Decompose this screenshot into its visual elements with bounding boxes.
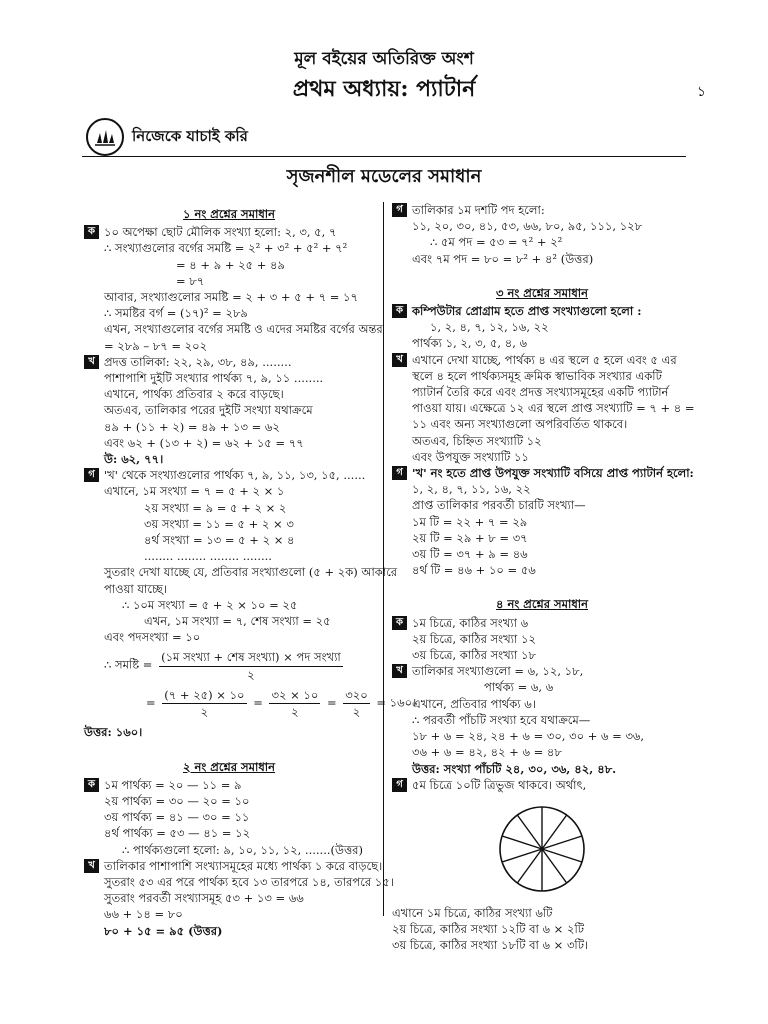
text-line: এখন, ১ম সংখ্যা = ৭, শেষ সংখ্যা = ২৫	[144, 614, 331, 629]
sol1-part-ka	[84, 224, 383, 354]
text-line: পাওয়া যাচ্ছে।	[104, 581, 167, 596]
text-line: এবং ৬২ + (১৩ + ২) = ৬২ + ১৫ = ৭৭	[104, 435, 304, 450]
part-badge: খ	[392, 353, 407, 367]
text-line: অতএব, তালিকার পরের দুইটি সংখ্যা যথাক্রমে	[104, 403, 313, 418]
text-line: ৪৯ + (১১ + ২) = ৪৯ + ১৩ = ৬২	[104, 419, 280, 434]
section-title: সৃজনশীল মডেলের সমাধান	[286, 166, 482, 187]
part-badge: ক	[392, 304, 407, 318]
part-badge: খ	[84, 859, 99, 873]
chapter-title: প্রথম অধ্যায়: প্যাটার্ন	[292, 76, 476, 102]
equals-sign: =	[326, 695, 337, 710]
text-line: প্রাপ্ত তালিকার পরবর্তী চারটি সংখ্যা—	[412, 498, 586, 513]
text-line: এখন, সংখ্যাগুলোর বর্গের সমষ্টি ও এদের সমষ্টির বর্গের অন্তর	[104, 322, 383, 337]
sol1-part-kha	[84, 354, 374, 467]
text-line: প্রদত্ত তালিকা: ২২, ২৯, ৩৮, ৪৯, ........	[104, 354, 292, 369]
text-line: ১১, ২০, ৩০, ৪১, ৫৩, ৬৬, ৮০, ৯৫, ১১১, ১২৮	[412, 219, 643, 234]
text-line: এখানে দেখা যাচ্ছে, পার্থক্য ৪ এর স্থলে ৫ হলে এবং ৫ এর	[412, 352, 677, 367]
sol4-part-ka	[392, 615, 692, 664]
text-line: ৩য় চিত্রে, কাঠির সংখ্যা ১৮	[412, 648, 536, 663]
fraction-numerator: ৩২ × ১০	[269, 687, 320, 704]
text-line: = ৪ + ৯ + ২৫ + ৪৯	[176, 257, 285, 272]
text-line: পাওয়া যায়। এক্ষেত্রে ১২ এর স্থলে প্রাপ্ত সংখ্যাটি = ৭ + ৪ =	[412, 401, 695, 416]
calc-result: = ১৬০।	[376, 695, 417, 710]
text-line: ৪র্থ টি = ৪৬ + ১০ = ৫৬	[412, 563, 536, 578]
fraction-numerator: ৩২০	[343, 687, 369, 704]
text-line: ২য় চিত্রে, কাঠির সংখ্যা ১২	[412, 631, 536, 646]
text-line: ৩য় চিত্রে, কাঠির সংখ্যা ১৮টি বা ৬ × ৩টি।	[392, 938, 589, 953]
text-line: ∴ ৫ম পদ = ৫৩ = ৭² + ২²	[430, 235, 563, 250]
text-line: প্যাটার্ন তৈরি করে এবং প্রদত্ত সংখ্যাসমূহের একটি প্যাটার্ন	[412, 385, 669, 400]
sum-calculation	[84, 687, 417, 720]
text-line: পাশাপাশি দুইটি সংখ্যার পার্থক্য ৭, ৯, ১১ ........	[104, 371, 324, 386]
part-badge: ক	[84, 225, 99, 239]
sol2-part-kha	[84, 858, 394, 939]
ten-triangles-wheel-icon	[492, 799, 592, 899]
text-line: ১, ২, ৪, ৭, ১১, ১৬, ২২	[412, 482, 531, 497]
text-line: পার্থক্য = ৬, ৬	[484, 680, 554, 695]
text-line: তালিকার সংখ্যাগুলো = ৬, ১২, ১৮,	[412, 664, 584, 679]
sol4-part-kha	[392, 663, 692, 776]
equals-sign: =	[146, 695, 156, 710]
text-line: তালিকার ১ম দশটি পদ হলো:	[412, 203, 545, 217]
text-line: সুতরাং ৫৩ এর পরে পার্থক্য হবে ১৩ তারপরে ১৪, তারপরে ১৫।	[104, 874, 394, 889]
sol3-part-ka	[392, 303, 692, 352]
text-line: ........ ........ ........ ........	[144, 549, 272, 564]
self-check-row	[86, 118, 248, 156]
sol4-ga-explanation	[392, 905, 692, 954]
solution-3-title: ৩ নং প্রশ্নের সমাধান	[495, 285, 589, 300]
text-line: ∴ পার্থক্যগুলো হলো: ৯, ১০, ১১, ১২, .......(উত্তর)	[122, 842, 363, 857]
text-line: কম্পিউটার প্রোগ্রাম হতে প্রাপ্ত সংখ্যাগুলো হলো :	[412, 304, 642, 319]
part-badge: গ	[392, 203, 407, 217]
part-badge: খ	[392, 664, 407, 678]
text-line: ২য় টি = ২৯ + ৮ = ৩৭	[412, 530, 528, 545]
text-line: 'খ' থেকে সংখ্যাগুলোর পার্থক্য ৭, ৯, ১১, ১৩, ১৫, ......	[104, 468, 366, 483]
text-line: ৩য় টি = ৩৭ + ৯ = ৪৬	[412, 547, 528, 562]
text-line: অতএব, চিহ্নিত সংখ্যাটি ১২	[412, 433, 542, 448]
text-line: ১ম পার্থক্য = ২০ — ১১ = ৯	[104, 777, 242, 792]
text-line: ১ম টি = ২২ + ৭ = ২৯	[412, 514, 528, 529]
text-line: ১০ অপেক্ষা ছোট মৌলিক সংখ্যা হলো: ২, ৩, ৫, ৭	[104, 225, 337, 240]
text-line: ২য় সংখ্যা = ৯ = ৫ + ২ × ২	[144, 500, 287, 515]
left-column	[84, 202, 417, 939]
answer-line: উত্তর: সংখ্যা পাঁচটি ২৪, ৩০, ৩৬, ৪২, ৪৮.	[412, 761, 617, 776]
text-line: ∴ সংখ্যাগুলোর বর্গের সমষ্টি = ২² + ৩² + ৫² + ৭²	[104, 241, 348, 256]
text-line: ১৮ + ৬ = ২৪, ২৪ + ৬ = ৩০, ৩০ + ৬ = ৩৬,	[412, 729, 645, 744]
text-line: ৩য় সংখ্যা = ১১ = ৫ + ২ × ৩	[144, 516, 294, 531]
text-line: ৩য় পার্থক্য = ৪১ — ৩০ = ১১	[104, 810, 250, 825]
fraction-denominator: ২	[200, 705, 209, 720]
sum-fraction	[159, 649, 343, 682]
sol4-part-ga	[392, 777, 692, 793]
calc-fraction	[343, 687, 369, 720]
answer-line: ৮০ + ১৫ = ৯৫ (উত্তর)	[104, 923, 223, 938]
text-line: ১১ এবং অন্য সংখ্যাগুলো অপরিবর্তিত থাকবে।	[412, 417, 628, 432]
text-line: এখানে ১ম চিত্রে, কাঠির সংখ্যা ৬টি	[392, 905, 553, 920]
text-line: ৩৬ + ৬ = ৪২, ৪২ + ৬ = ৪৮	[412, 745, 562, 760]
book-subtitle: মূল বইয়ের অতিরিক্ত অংশ	[294, 49, 474, 69]
answer-line: উ: ৬২, ৭৭।	[104, 452, 164, 467]
fraction-numerator: (১ম সংখ্যা + শেষ সংখ্যা) × পদ সংখ্যা	[159, 649, 343, 666]
text-line: ১, ২, ৪, ৭, ১২, ১৬, ২২	[430, 320, 549, 335]
text-line: এখানে, ১ম সংখ্যা = ৭ = ৫ + ২ × ১	[104, 484, 285, 499]
text-line: এবং ৭ম পদ = ৮০ = ৮² + ৪² (উত্তর)	[412, 251, 594, 266]
text-line: এখানে, প্রতিবার পার্থক্য ৬।	[412, 696, 536, 711]
text-line: সুতরাং পরবর্তী সংখ্যাসমূহ ৫৩ + ১৩ = ৬৬	[104, 891, 304, 906]
text-line: পার্থক্য ১, ২, ৩, ৫, ৪, ৬	[412, 336, 527, 351]
solution-2-title: ২ নং প্রশ্নের সমাধান	[182, 759, 276, 774]
part-badge: গ	[392, 778, 407, 792]
sol3-part-kha	[392, 352, 695, 465]
solution-1-title: ১ নং প্রশ্নের সমাধান	[182, 207, 276, 221]
text-line: ∴ ১০ম সংখ্যা = ৫ + ২ × ১০ = ২৫	[122, 597, 298, 612]
text-line: তালিকার পাশাপাশি সংখ্যাসমূহের মধ্যে পার্থক্য ১ করে বাড়ছে।	[104, 858, 383, 873]
text-line: ১ম চিত্রে, কাঠির সংখ্যা ৬	[412, 615, 529, 630]
fraction-numerator: (৭ + ২৫) × ১০	[162, 687, 246, 704]
triangle-wheel-figure	[392, 799, 692, 899]
sol1-part-ga	[84, 467, 398, 645]
text-line: এবং পদসংখ্যা = ১০	[104, 630, 201, 645]
text-line: ∴ পরবর্তী পাঁচটি সংখ্যা হবে যথাক্রমে—	[412, 712, 591, 727]
text-line: এখানে, পার্থক্য প্রতিবার ২ করে বাড়ছে।	[104, 387, 284, 402]
text-line: ২য় চিত্রে, কাঠির সংখ্যা ১২টি বা ৬ × ২টি	[392, 922, 585, 937]
calc-fraction	[269, 687, 320, 720]
sol3-part-ga	[392, 465, 692, 578]
text-line: সুতরাং দেখা যাচ্ছে যে, প্রতিবার সংখ্যাগুলো (৫ + ২ক) আকারে	[104, 565, 398, 580]
header-rule	[82, 156, 686, 157]
part-badge: ক	[84, 778, 99, 792]
sum-label: ∴ সমষ্টি =	[104, 658, 153, 673]
text-line: আবার, সংখ্যাগুলোর সমষ্টি = ২ + ৩ + ৫ + ৭ = ১৭	[104, 290, 358, 305]
text-line: এবং উপযুক্ত সংখ্যাটি ১১	[412, 449, 529, 464]
text-line: ৪র্থ সংখ্যা = ১৩ = ৫ + ২ × ৪	[144, 533, 295, 548]
part-badge: খ	[84, 355, 99, 369]
equals-sign: =	[253, 695, 263, 710]
text-line: 'খ' নং হতে প্রাপ্ত উপযুক্ত সংখ্যাটি বসিয়ে প্রাপ্ত প্যাটার্ন হলো:	[412, 466, 694, 481]
part-badge: গ	[84, 468, 99, 482]
publisher-logo-icon	[86, 118, 124, 156]
fraction-denominator: ২	[291, 705, 299, 720]
self-check-label: নিজেকে যাচাই করি	[132, 126, 248, 145]
part-badge: গ	[392, 466, 407, 480]
sum-formula	[84, 649, 374, 682]
page-number: ১	[696, 84, 706, 100]
right-column	[392, 202, 695, 954]
sol2-part-ka	[84, 777, 374, 858]
solution-4-title: ৪ নং প্রশ্নের সমাধান	[495, 597, 589, 612]
part-badge: ক	[392, 616, 407, 630]
text-line: ৬৬ + ১৪ = ৮০	[104, 907, 183, 922]
sol2-part-ga	[392, 202, 692, 267]
fraction-denominator: ২	[352, 705, 361, 720]
text-line: = ৮৭	[176, 273, 205, 288]
answer-line: উত্তর: ১৬০।	[84, 725, 143, 740]
text-line: ২য় পার্থক্য = ৩০ — ২০ = ১০	[104, 793, 250, 808]
text-line: ৫ম চিত্রে ১০টি ত্রিভুজ থাকবে। অর্থাৎ,	[412, 777, 587, 792]
text-line: = ২৮৯ – ৮৭ = ২০২	[104, 338, 208, 353]
calc-fraction	[162, 687, 246, 720]
text-line: স্থলে ৪ হলে পার্থক্যসমূহ ক্রমিক স্বাভাবিক সংখ্যার একটি	[412, 368, 662, 383]
fraction-denominator: ২	[247, 667, 255, 682]
text-line: ∴ সমষ্টির বর্গ = (১৭)² = ২৮৯	[104, 306, 248, 321]
text-line: ৪র্থ পার্থক্য = ৫৩ — ৪১ = ১২	[104, 826, 251, 841]
